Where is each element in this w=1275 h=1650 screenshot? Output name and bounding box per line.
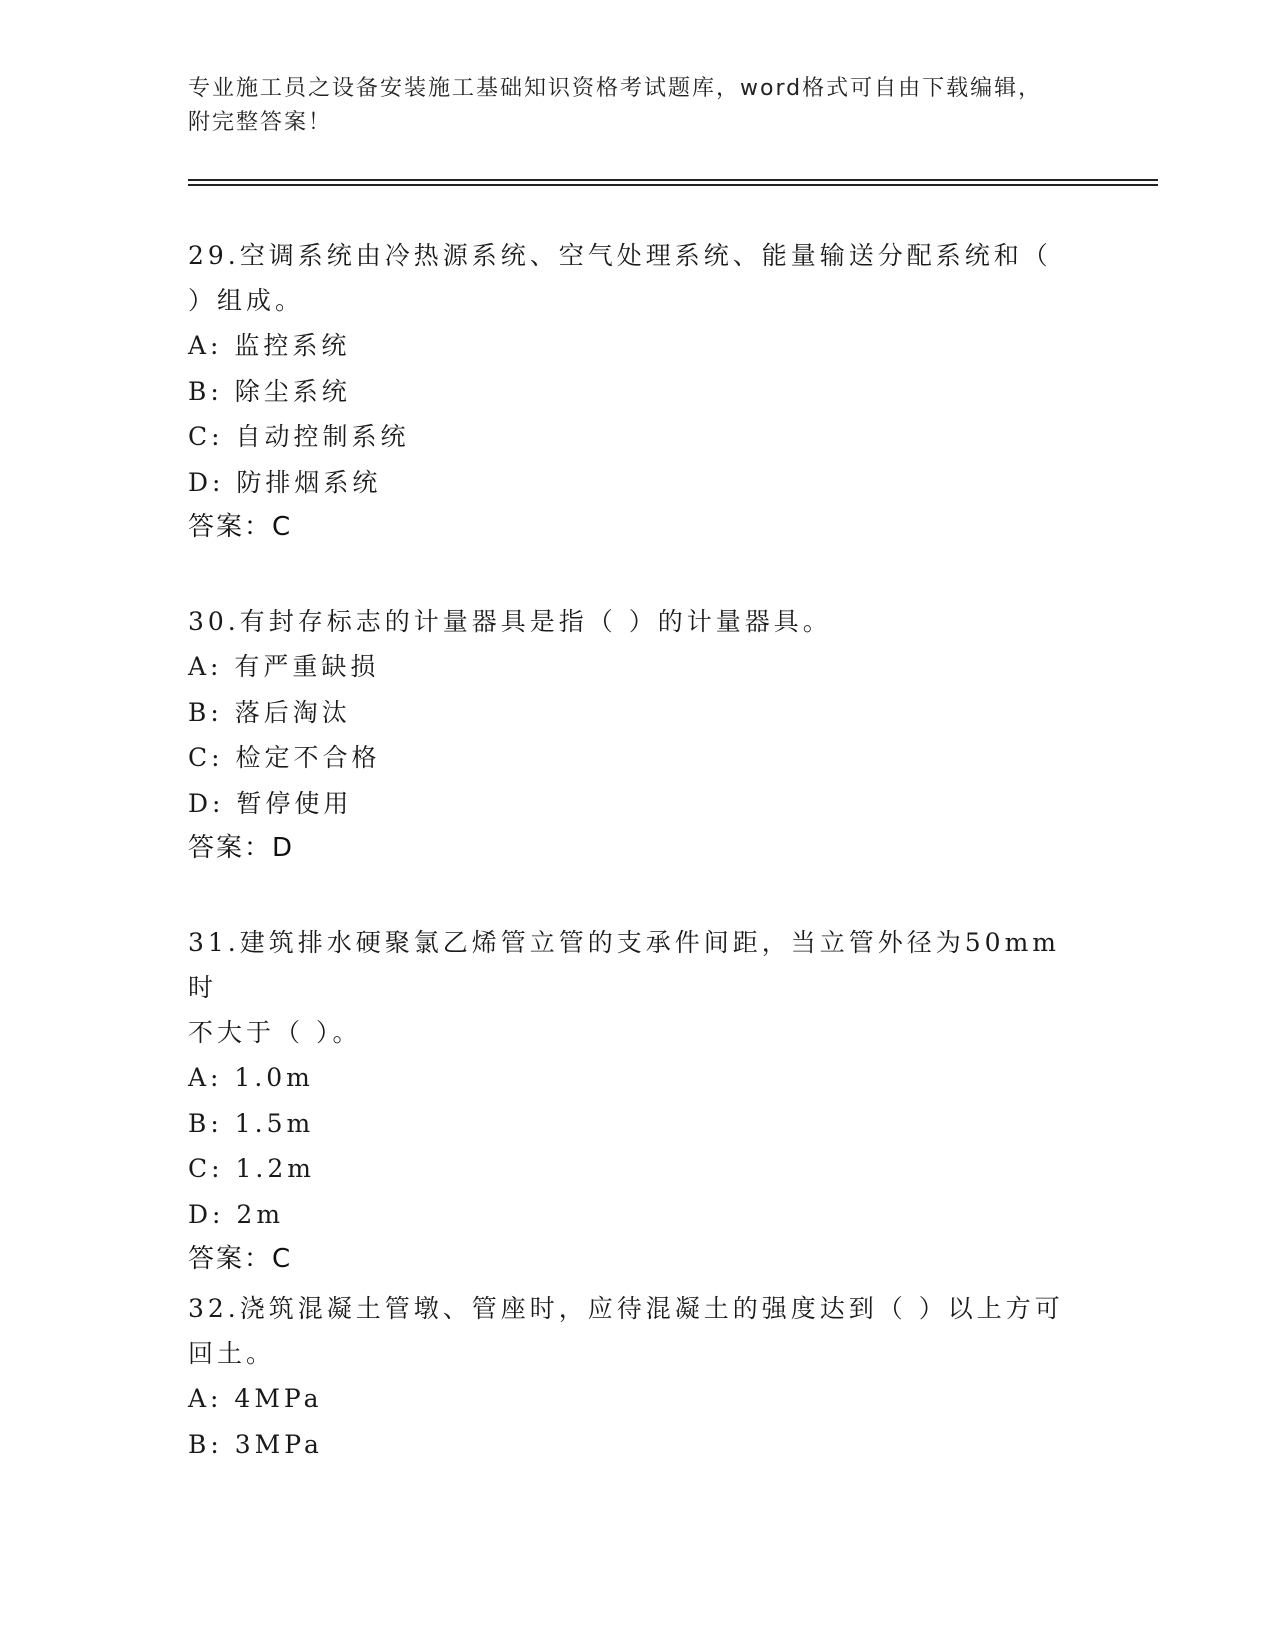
question-stem-line-2: ）组成。 bbox=[188, 286, 305, 315]
option-d: D: 防排烟系统 bbox=[188, 467, 382, 497]
header-line-1: 专业施工员之设备安装施工基础知识资格考试题库，word格式可自由下载编辑， bbox=[188, 76, 1043, 101]
answer: 答案：C bbox=[188, 1244, 293, 1274]
question-stem-line-1: 31.建筑排水硬聚氯乙烯管立管的支承件间距，当立管外径为50mm时 bbox=[188, 928, 1060, 1002]
option-a: A: 监控系统 bbox=[188, 331, 351, 360]
header-divider-bottom bbox=[188, 184, 1158, 186]
option-a: A: 1.0m bbox=[188, 1063, 314, 1092]
answer: 答案：C bbox=[188, 512, 293, 542]
header-divider-top bbox=[188, 179, 1158, 181]
question-29 bbox=[188, 233, 1068, 550]
option-a: A: 4MPa bbox=[188, 1384, 323, 1413]
question-stem-line-2: 回土。 bbox=[188, 1339, 276, 1368]
document-header bbox=[188, 72, 1078, 140]
question-stem-line-1: 29.空调系统由冷热源系统、空气处理系统、能量输送分配系统和（ bbox=[188, 241, 1052, 270]
answer: 答案：D bbox=[188, 833, 295, 863]
option-d: D: 暂停使用 bbox=[188, 788, 353, 818]
option-a: A: 有严重缺损 bbox=[188, 652, 380, 681]
header-line-2: 附完整答案！ bbox=[188, 110, 333, 135]
option-c: C: 检定不合格 bbox=[188, 743, 381, 772]
question-32 bbox=[188, 1286, 1068, 1467]
option-d: D: 2m bbox=[188, 1199, 285, 1229]
option-b: B: 除尘系统 bbox=[188, 376, 351, 406]
question-stem-line-1: 32.浇筑混凝土管墩、管座时，应待混凝土的强度达到（ ）以上方可 bbox=[188, 1294, 1064, 1323]
question-stem-line-1: 30.有封存标志的计量器具是指（ ）的计量器具。 bbox=[188, 607, 832, 636]
option-b: B: 3MPa bbox=[188, 1429, 323, 1459]
option-c: C: 1.2m bbox=[188, 1154, 315, 1183]
question-30 bbox=[188, 599, 1068, 871]
option-c: C: 自动控制系统 bbox=[188, 422, 410, 451]
question-31 bbox=[188, 920, 1068, 1282]
question-stem-line-2: 不大于（ ）。 bbox=[188, 1018, 362, 1047]
option-b: B: 落后淘汰 bbox=[188, 697, 351, 727]
option-b: B: 1.5m bbox=[188, 1108, 315, 1138]
